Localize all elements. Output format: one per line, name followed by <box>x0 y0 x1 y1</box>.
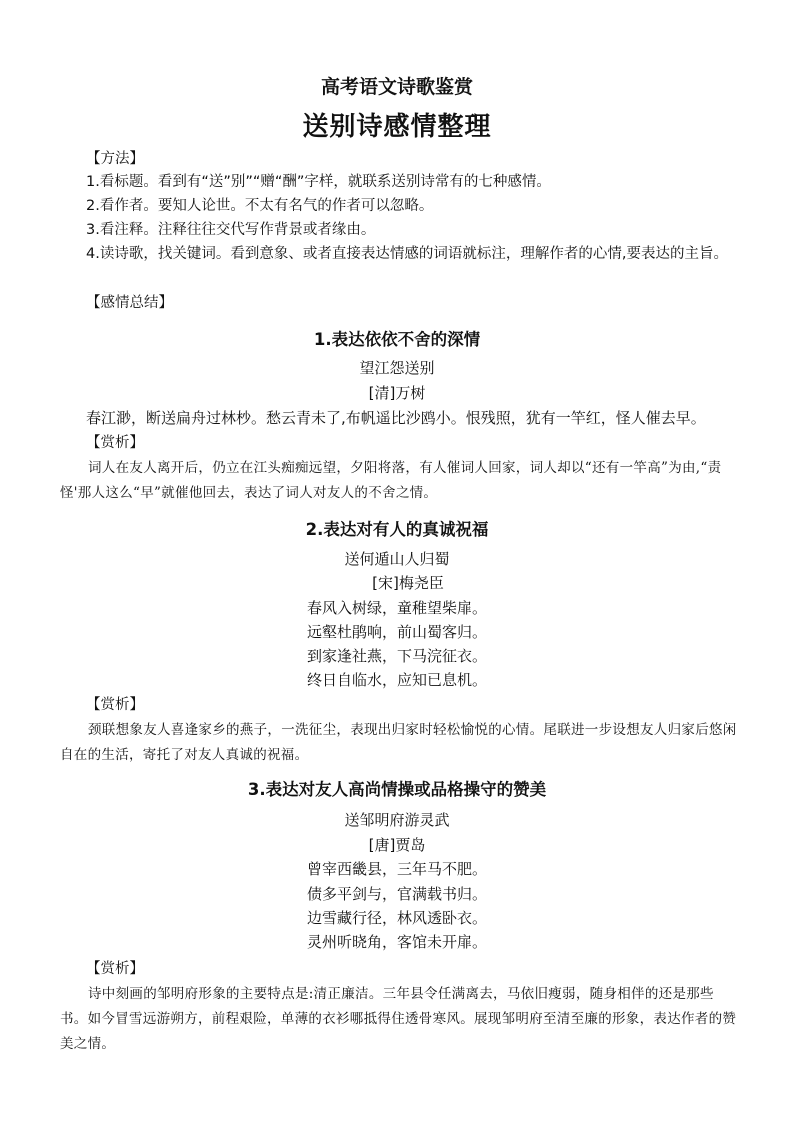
poem-title-2: 送何遁山人归蜀 <box>344 550 450 568</box>
analysis-text-3: 诗中刻画的邹明府形象的主要特点是:清正廉洁。三年县令任满离去，马依旧瘦弱，随身相伴的还是那些书。如今冒雪远游朔方，前程艰险，单薄的衣衫哪抵得住透骨寒风。展现邹明府至清至廉的形象，表达作者的赞美之情。 <box>60 986 737 1052</box>
poem-line: 灵州听晓角，客馆未开扉。 <box>306 933 487 951</box>
document-subtitle: 送别诗感情整理 <box>302 112 492 142</box>
poem-author-1: [清]万树 <box>368 384 426 402</box>
poem-line: 到家逢社燕，下马浣征衣。 <box>306 647 487 665</box>
method-item-4: 4.读诗歌，找关键词。看到意象、或者直接表达情感的词语就标注，理解作者的心情,要表达的主旨。 <box>86 246 728 262</box>
poem-line: 曾宰西畿县，三年马不肥。 <box>306 860 487 878</box>
poem-line: 终日自临水，应知已息机。 <box>306 671 487 689</box>
section-heading-1: 1.表达依依不舍的深情 <box>313 330 481 349</box>
poem-title-1: 望江怨送别 <box>359 359 435 377</box>
poem-title-3: 送邹明府游灵武 <box>344 811 450 829</box>
poem-line: 远壑杜鹃响，前山蜀客归。 <box>306 623 487 641</box>
section-heading-2: 2.表达对有人的真诚祝福 <box>305 520 489 539</box>
document-title: 高考语文诗歌鉴赏 <box>320 76 473 98</box>
poem-author-3: [唐]贾岛 <box>368 836 426 854</box>
poem-line: 债多平剑与，官满载书归。 <box>306 885 487 903</box>
analysis-label-2: 【赏析】 <box>86 697 144 713</box>
method-label: 【方法】 <box>86 151 144 167</box>
poem-line: 边雪藏行径，林风透卧衣。 <box>306 909 487 927</box>
analysis-text-1: 词人在友人离开后，仍立在江头痴痴远望，夕阳将落，有人催词人回家，词人却以“还有一竿高”为由,“责怪'那人这么“早”就催他回去，表达了词人对友人的不舍之情。 <box>60 460 722 501</box>
method-item-1: 1.看标题。看到有“送”别”“赠“酬”字样，就联系送别诗常有的七种感情。 <box>86 174 551 190</box>
poem-line: 春江渺，断送扁舟过林杪。愁云青未了,布帆遥比沙鸥小。恨残照，犹有一竿红，怪人催去早。 <box>86 409 706 427</box>
analysis-label-1: 【赏析】 <box>86 435 144 451</box>
summary-label: 【感情总结】 <box>86 295 173 311</box>
analysis-text-2: 颈联想象友人喜逢家乡的燕子，一洗征尘，表现出归家时轻松愉悦的心情。尾联进一步设想友人归家后悠闲自在的生活，寄托了对友人真诚的祝福。 <box>60 722 737 763</box>
poem-line: 春风入树绿，童稚望柴扉。 <box>306 599 487 617</box>
method-item-3: 3.看注释。注释往往交代写作背景或者缘由。 <box>86 222 376 238</box>
section-heading-3: 3.表达对友人高尚情操或品格操守的赞美 <box>247 780 547 799</box>
analysis-label-3: 【赏析】 <box>86 961 144 977</box>
poem-author-2: [宋]梅尧臣 <box>372 574 444 592</box>
method-item-2: 2.看作者。要知人论世。不太有名气的作者可以忽略。 <box>86 198 434 214</box>
